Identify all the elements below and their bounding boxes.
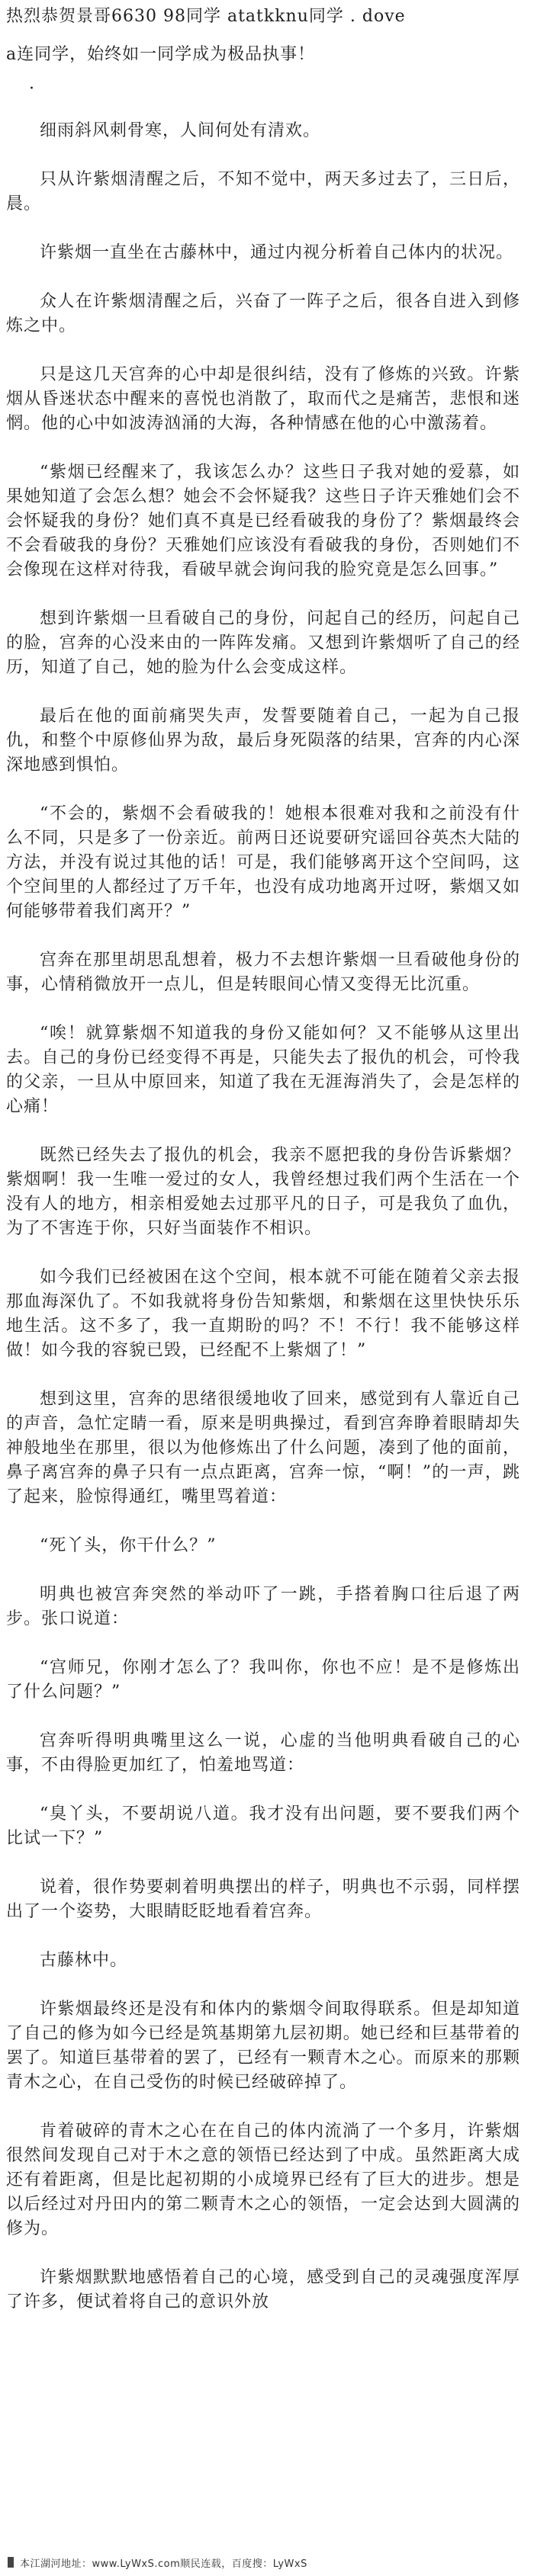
separator-dot: · — [29, 79, 34, 98]
paragraph: 只从许紫烟清醒之后，不知不觉中，两天多过去了，三日后，晨。 — [6, 170, 520, 213]
paragraph: 细雨斜风刺骨寒，人间何处有清欢。 — [40, 121, 321, 140]
paragraph: “紫烟已经醒来了，我该怎么办？这些日子我对她的爱慕，如果她知道了会怎么想？她会不会怀疑我？这些日子许天雅她们会不会怀疑我的身份？她们真不真是已经看破我的身份了？紫烟最终会不会看破我的身份？天雅她们应该没有看破我的身份，否则她们不会像现在这样对待我，看破早就会询问我的脸究竟是怎么回事。” — [6, 463, 520, 579]
paragraph: 只是这几天宫奔的心中却是很纠结，没有了修炼的兴致。许紫烟从昏迷状态中醒来的喜悦也消散了，取而代之是痛苦，悲恨和迷惘。他的心中如波涛汹涌的大海，各种情感在他的心中激荡着。 — [6, 365, 520, 433]
paragraph: “臭丫头，不要胡说八道。我才没有出问题，要不要我们两个比试一下？” — [6, 1804, 520, 1848]
paragraph: 肯着破碎的青木之心在在自己的体内流淌了一个多月，许紫烟很然间发现自己对于木之意的领悟已经达到了中成。虽然距离大成还有着距离，但是比起初期的小成境界已经有了巨大的进步。想是以后经过对丹田内的第二颗青木之心的领悟，一定会达到大圆满的修为。 — [6, 2122, 520, 2238]
paragraph: “唉！就算紫烟不知道我的身份又能如何？又不能够从这里出去。自己的身份已经变得不再是，只能失去了报仇的机会，可怜我的父亲，一旦从中原回来，知道了我在无涯海消失了，会是怎样的心痛！ — [6, 1024, 520, 1116]
footer-marker-icon — [8, 2557, 14, 2568]
paragraph: 明典也被宫奔突然的举动吓了一跳，手搭着胸口往后退了两步。张口说道： — [6, 1585, 520, 1628]
header-line: 热烈恭贺景哥6630 98同学 atatkknu同学 . dove — [6, 7, 406, 26]
paragraph: 宫奔在那里胡思乱想着，极力不去想许紫烟一旦看破他身份的事，心情稍微放开一点儿，但是转眼间心情又变得无比沉重。 — [6, 951, 520, 994]
paragraph: “不会的，紫烟不会看破我的！她根本很难对我和之前没有什么不同，只是多了一份亲近。前两日还说要研究谣回谷英杰大陆的方法，并没有说过其他的话！可是，我们能够离开这个空间吗，这个空间里的人都经过了万千年，也没有成功地离开过呀，紫烟又如何能够带着我们离开？” — [6, 804, 520, 921]
paragraph: 如今我们已经被困在这个空间，根本就不可能在随着父亲去报那血海深仇了。不如我就将身份告知紫烟，和紫烟在这里快快乐乐地生活。这不多了，我一直期盼的吗？不！不行！我不能够这样做！如今我的容貌已毁，已经配不上紫烟了！” — [6, 1268, 520, 1360]
paragraph: 宫奔听得明典嘴里这么一说，心虚的当他明典看破自己的心事，不由得脸更加红了，怕羞地骂道： — [6, 1731, 520, 1775]
paragraph: 古藤林中。 — [40, 1951, 128, 1970]
paragraph: 既然已经失去了报仇的机会，我亲不愿把我的身份告诉紫烟？紫烟啊！我一生唯一爱过的女人，我曾经想过我们两个生活在一个没有人的地方，相亲相爱她去过那平凡的日子，可是我负了血仇，为了不害连于你，只好当面装作不相识。 — [6, 1146, 520, 1238]
paragraph: “宫师兄，你刚才怎么了？我叫你，你也不应！是不是修炼出了什么问题？” — [6, 1658, 520, 1702]
paragraph: 众人在许紫烟清醒之后，兴奋了一阵子之后，很各自进入到修炼之中。 — [6, 292, 520, 335]
paragraph: 说着，很作势要刺着明典摆出的样子，明典也不示弱，同样摆出了一个姿势，大眼睛眨眨地看着宫奔。 — [6, 1878, 520, 1921]
paragraph: 想到这里，宫奔的思绪很缓地收了回来，感觉到有人靠近自己的声音，急忙定睛一看，原来是明典操过，看到宫奔睁着眼睛却失神般地坐在那里，很以为他修炼出了什么问题，凑到了他的面前，鼻子离宫奔的鼻子只有一点点距离，宫奔一惊，“啊！”的一声，跳了起来，脸惊得通红，嘴里骂着道： — [6, 1390, 520, 1506]
paragraph: 许紫烟一直坐在古藤林中，通过内视分析着自己体内的状况。 — [40, 243, 514, 262]
paragraph: “死丫头，你干什么？” — [40, 1536, 217, 1555]
paragraph: 许紫烟最终还是没有和体内的紫烟令间取得联系。但是却知道了自己的修为如今已经是筑基期第九层初期。她已经和巨基带着的罢了。知道巨基带着的罢了，已经有一颗青木之心。而原来的那颗青木之心，在自己受伤的时候已经破碎掉了。 — [6, 2000, 520, 2092]
site-footer — [0, 2549, 534, 2576]
paragraph: 想到许紫烟一旦看破自己的身份，问起自己的经历，问起自己的脸，宫奔的心没来由的一阵阵发痛。又想到许紫烟听了自己的经历，知道了自己，她的脸为什么会变成这样。 — [6, 609, 520, 677]
header-line: a连同学，始终如一同学成为极品执事！ — [6, 45, 316, 64]
footer-text: 本江湖河地址：www.LyWxS.com顺民连载，百度搜：LyWxS — [20, 2558, 307, 2570]
paragraph: 许紫烟默默地感悟着自己的心境，感受到自己的灵魂强度浑厚了许多，便试着将自己的意识外放 — [6, 2268, 520, 2311]
paragraph: 最后在他的面前痛哭失声，发誓要随着自己，一起为自己报仇，和整个中原修仙界为敌，最后身死陨落的结果，宫奔的内心深深地感到惧怕。 — [6, 707, 520, 775]
